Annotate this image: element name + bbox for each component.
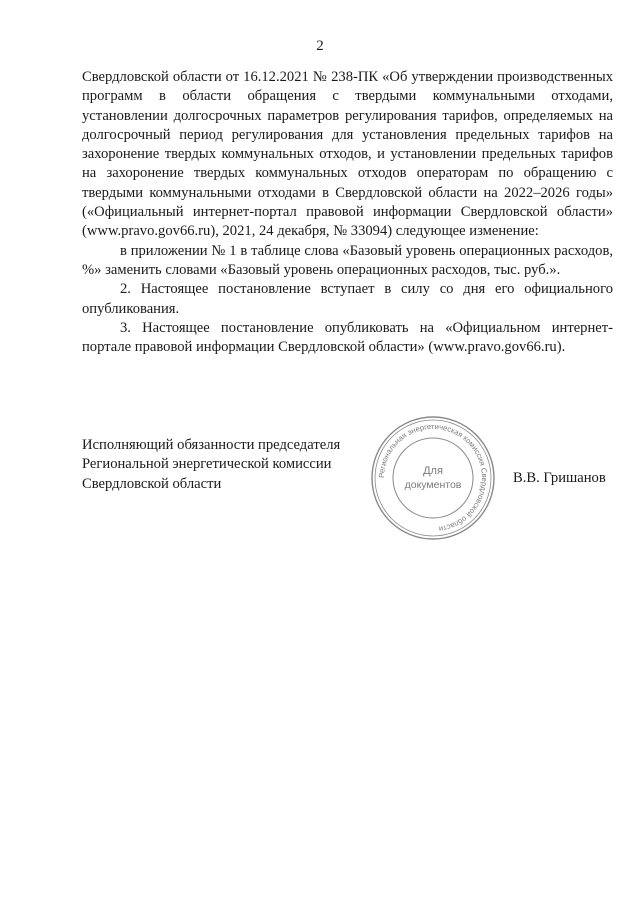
signatory-position-line: Свердловской области xyxy=(82,475,222,492)
signatory-position-line: Региональной энергетической комиссии xyxy=(82,456,332,473)
paragraph-amendment: в приложении № 1 в таблице слова «Базовый уровень операционных расходов, %» заменить словами «Базовый уровень операционных расходов, тыс. руб.». xyxy=(82,242,613,278)
seal-outer-ring xyxy=(375,420,491,536)
seal-ring-text: Региональная энергетическая комиссия Свердловской области xyxy=(376,421,490,534)
official-seal xyxy=(369,414,497,542)
paragraph-item-2: 2. Настоящее постановление вступает в силу со дня его официального опубликования. xyxy=(82,281,613,317)
document-body xyxy=(82,68,613,357)
signatory-position xyxy=(82,436,340,494)
paragraph-intro: Свердловской области от 16.12.2021 № 238-ПК «Об утверждении производственных программ в области обращения с твердыми коммунальными отходами, установлении долгосрочных параметров регулирования тарифов, определяемых на долгосрочный период регулирования для установления предельных тарифов на захоронение твердых коммунальных отходов, и установлении предельных тарифов на захоронение твердых коммунальных отходов операторам по обращению с твердыми коммунальными отходами в Свердловской области на 2022–2026 годы» («Официальный интернет-портал правовой информации Свердловской области» (www.pravo.gov66.ru), 2021, 24 декабря, № 33094) следующее изменение: xyxy=(82,69,613,240)
signer-name: В.В. Гришанов xyxy=(513,470,606,486)
seal-outer-ring xyxy=(372,417,494,539)
signatory-position-line: Исполняющий обязанности председателя xyxy=(82,437,341,453)
seal-inner-ring xyxy=(393,438,473,518)
paragraph-item-3: 3. Настоящее постановление опубликовать на «Официальном интернет-портале правовой информации Свердловской области» (www.pravo.gov66.ru). xyxy=(82,319,613,356)
page-number: 2 xyxy=(316,38,324,54)
seal-stamp-icon xyxy=(369,414,497,542)
seal-center-text: документов xyxy=(404,479,462,491)
seal-center-text: Для xyxy=(423,465,443,477)
